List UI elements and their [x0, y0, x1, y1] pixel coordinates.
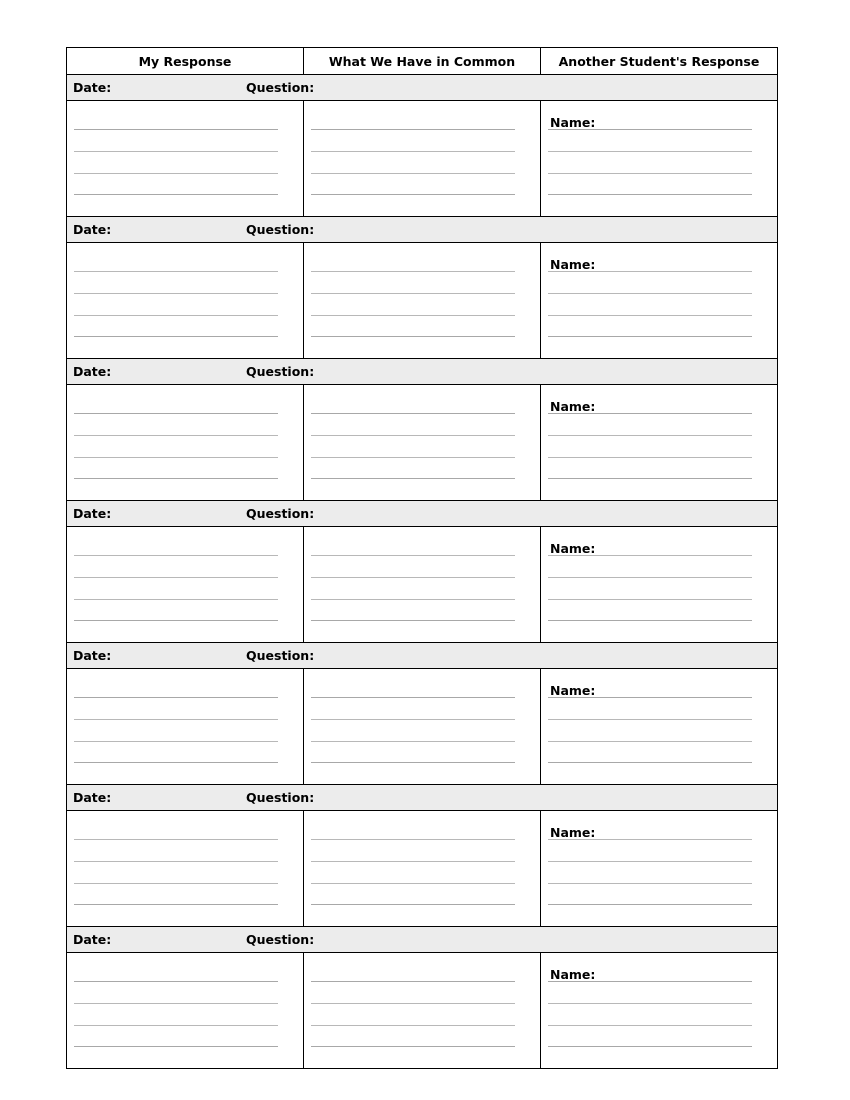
writing-line: [74, 151, 278, 152]
question-label: Question:: [246, 790, 315, 805]
writing-line: [74, 478, 278, 479]
writing-line: [548, 173, 752, 174]
writing-line: [548, 555, 752, 556]
header-in-common: What We Have in Common: [303, 48, 540, 74]
writing-line: [74, 173, 278, 174]
date-question-bar: [67, 784, 777, 811]
name-label: Name:: [550, 115, 596, 130]
writing-line: [548, 719, 752, 720]
writing-line: [548, 883, 752, 884]
writing-line: [548, 861, 752, 862]
writing-line: [311, 697, 515, 698]
writing-line: [548, 151, 752, 152]
another-student-cell[interactable]: [540, 385, 777, 500]
writing-line: [311, 413, 515, 414]
writing-line: [74, 762, 278, 763]
writing-line: [74, 697, 278, 698]
my-response-cell[interactable]: [67, 953, 303, 1068]
writing-line: [74, 599, 278, 600]
writing-line: [548, 478, 752, 479]
writing-line: [74, 315, 278, 316]
writing-line: [74, 1046, 278, 1047]
writing-line: [548, 457, 752, 458]
name-label: Name:: [550, 967, 596, 982]
writing-line: [311, 457, 515, 458]
date-question-bar: [67, 500, 777, 527]
writing-line: [74, 620, 278, 621]
writing-line: [548, 194, 752, 195]
another-student-cell[interactable]: [540, 811, 777, 926]
writing-line: [74, 457, 278, 458]
writing-line: [74, 271, 278, 272]
writing-line: [311, 1046, 515, 1047]
question-label: Question:: [246, 80, 315, 95]
date-label: Date:: [73, 364, 112, 379]
date-label: Date:: [73, 648, 112, 663]
writing-line: [74, 1003, 278, 1004]
writing-line: [311, 839, 515, 840]
date-label: Date:: [73, 932, 112, 947]
name-label: Name:: [550, 399, 596, 414]
date-label: Date:: [73, 790, 112, 805]
date-label: Date:: [73, 506, 112, 521]
another-student-cell[interactable]: [540, 669, 777, 784]
writing-line: [74, 719, 278, 720]
date-question-bar: [67, 926, 777, 953]
in-common-cell[interactable]: [303, 527, 540, 642]
in-common-cell[interactable]: [303, 811, 540, 926]
writing-line: [74, 336, 278, 337]
writing-line: [74, 555, 278, 556]
writing-line: [311, 861, 515, 862]
writing-line: [548, 1046, 752, 1047]
writing-line: [311, 315, 515, 316]
entry-row: [67, 527, 777, 642]
another-student-cell[interactable]: [540, 527, 777, 642]
writing-line: [74, 861, 278, 862]
writing-line: [311, 435, 515, 436]
writing-line: [311, 555, 515, 556]
writing-line: [548, 336, 752, 337]
writing-line: [311, 336, 515, 337]
writing-line: [74, 194, 278, 195]
question-label: Question:: [246, 932, 315, 947]
entry-row: [67, 669, 777, 784]
writing-line: [548, 271, 752, 272]
date-question-bar: [67, 216, 777, 243]
another-student-cell[interactable]: [540, 243, 777, 358]
in-common-cell[interactable]: [303, 101, 540, 216]
another-student-cell[interactable]: [540, 101, 777, 216]
my-response-cell[interactable]: [67, 243, 303, 358]
entry-row: [67, 101, 777, 216]
writing-line: [311, 577, 515, 578]
my-response-cell[interactable]: [67, 811, 303, 926]
writing-line: [548, 129, 752, 130]
writing-line: [311, 1003, 515, 1004]
entry-row: [67, 953, 777, 1068]
writing-line: [548, 413, 752, 414]
question-label: Question:: [246, 364, 315, 379]
my-response-cell[interactable]: [67, 669, 303, 784]
writing-line: [548, 741, 752, 742]
writing-line: [548, 981, 752, 982]
writing-line: [311, 883, 515, 884]
writing-line: [311, 620, 515, 621]
writing-line: [548, 697, 752, 698]
name-label: Name:: [550, 825, 596, 840]
date-question-bar: [67, 358, 777, 385]
writing-line: [311, 194, 515, 195]
in-common-cell[interactable]: [303, 669, 540, 784]
another-student-cell[interactable]: [540, 953, 777, 1068]
writing-line: [74, 129, 278, 130]
writing-line: [548, 577, 752, 578]
writing-line: [311, 271, 515, 272]
header-another-student: Another Student's Response: [540, 48, 777, 74]
entry-row: [67, 385, 777, 500]
writing-line: [311, 1025, 515, 1026]
writing-line: [311, 478, 515, 479]
writing-line: [548, 904, 752, 905]
writing-line: [311, 599, 515, 600]
writing-line: [548, 620, 752, 621]
writing-line: [74, 981, 278, 982]
writing-line: [74, 1025, 278, 1026]
entry-rows: [67, 74, 777, 1068]
name-label: Name:: [550, 541, 596, 556]
writing-line: [74, 883, 278, 884]
writing-line: [311, 741, 515, 742]
table-header: [67, 47, 777, 74]
header-my-response: My Response: [138, 53, 232, 69]
writing-line: [548, 762, 752, 763]
response-sheet: [66, 47, 778, 1069]
writing-line: [548, 315, 752, 316]
question-label: Question:: [246, 506, 315, 521]
date-question-bar: [67, 642, 777, 669]
my-response-cell[interactable]: [67, 527, 303, 642]
writing-line: [311, 904, 515, 905]
writing-line: [548, 1003, 752, 1004]
date-question-bar: [67, 74, 777, 101]
my-response-cell[interactable]: [67, 385, 303, 500]
in-common-cell[interactable]: [303, 953, 540, 1068]
writing-line: [311, 129, 515, 130]
writing-line: [74, 741, 278, 742]
writing-line: [74, 435, 278, 436]
writing-line: [74, 577, 278, 578]
writing-line: [74, 413, 278, 414]
in-common-cell[interactable]: [303, 243, 540, 358]
date-label: Date:: [73, 222, 112, 237]
in-common-cell[interactable]: [303, 385, 540, 500]
my-response-cell[interactable]: [67, 101, 303, 216]
name-label: Name:: [550, 683, 596, 698]
writing-line: [311, 293, 515, 294]
writing-line: [311, 981, 515, 982]
writing-line: [311, 173, 515, 174]
writing-line: [74, 293, 278, 294]
writing-line: [311, 719, 515, 720]
entry-row: [67, 811, 777, 926]
writing-line: [548, 435, 752, 436]
writing-line: [74, 839, 278, 840]
writing-line: [548, 293, 752, 294]
question-label: Question:: [246, 222, 315, 237]
entry-row: [67, 243, 777, 358]
name-label: Name:: [550, 257, 596, 272]
writing-line: [74, 904, 278, 905]
writing-line: [548, 599, 752, 600]
writing-line: [548, 839, 752, 840]
date-label: Date:: [73, 80, 112, 95]
writing-line: [311, 762, 515, 763]
writing-line: [311, 151, 515, 152]
writing-line: [548, 1025, 752, 1026]
question-label: Question:: [246, 648, 315, 663]
